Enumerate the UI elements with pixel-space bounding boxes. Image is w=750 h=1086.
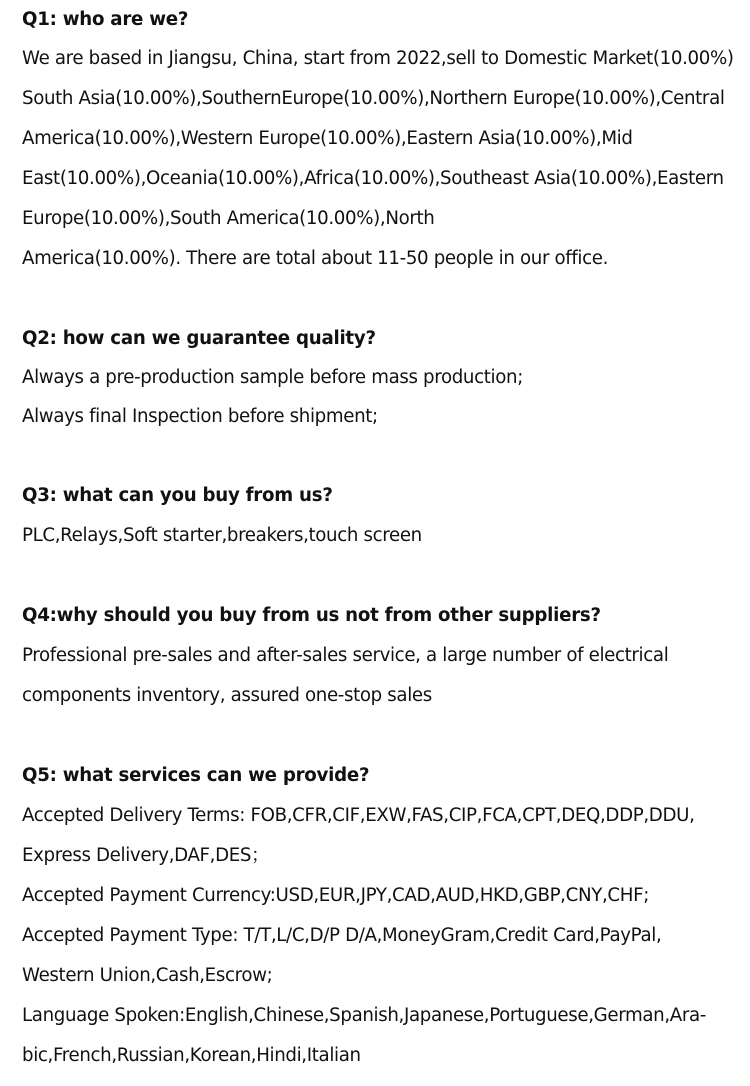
faq-answer-line: PLC,Relays,Soft starter,breakers,touch screen bbox=[22, 525, 422, 546]
faq-answer-line: Accepted Delivery Terms: FOB,CFR,CIF,EXW,FAS,CIP,FCA,CPT,DEQ,DDP,DDU, bbox=[22, 805, 695, 826]
faq-answer-line: South Asia(10.00%),SouthernEurope(10.00%),Northern Europe(10.00%),Central bbox=[22, 88, 725, 109]
faq-question-3: Q3: what can you buy from us? bbox=[22, 485, 333, 506]
faq-question-5: Q5: what services can we provide? bbox=[22, 765, 370, 786]
faq-answer-line: Language Spoken:English,Chinese,Spanish,Japanese,Portuguese,German,Ara- bbox=[22, 1005, 707, 1026]
faq-answer-line: Western Union,Cash,Escrow; bbox=[22, 965, 273, 986]
faq-question-4: Q4:why should you buy from us not from other suppliers? bbox=[22, 605, 601, 626]
faq-answer-line: Always a pre-production sample before mass production; bbox=[22, 367, 523, 388]
faq-answer-line: We are based in Jiangsu, China, start from 2022,sell to Domestic Market(10.00%) bbox=[22, 48, 734, 69]
faq-answer-line: Europe(10.00%),South America(10.00%),North bbox=[22, 208, 435, 229]
faq-answer-line: Accepted Payment Currency:USD,EUR,JPY,CAD,AUD,HKD,GBP,CNY,CHF; bbox=[22, 885, 649, 906]
faq-answer-line: bic,French,Russian,Korean,Hindi,Italian bbox=[22, 1045, 361, 1066]
faq-answer-line: America(10.00%),Western Europe(10.00%),Eastern Asia(10.00%),Mid bbox=[22, 128, 633, 149]
faq-answer-line: components inventory, assured one-stop sales bbox=[22, 685, 432, 706]
faq-question-2: Q2: how can we guarantee quality? bbox=[22, 328, 376, 349]
faq-answer-line: Accepted Payment Type: T/T,L/C,D/P D/A,MoneyGram,Credit Card,PayPal, bbox=[22, 925, 662, 946]
faq-answer-line: Always final Inspection before shipment; bbox=[22, 406, 378, 427]
faq-answer-line: Express Delivery,DAF,DES； bbox=[22, 845, 269, 866]
faq-answer-line: Professional pre-sales and after-sales service, a large number of electrical bbox=[22, 645, 669, 666]
faq-answer-line: East(10.00%),Oceania(10.00%),Africa(10.00%),Southeast Asia(10.00%),Eastern bbox=[22, 168, 724, 189]
faq-question-1: Q1: who are we? bbox=[22, 9, 189, 30]
faq-answer-line: America(10.00%). There are total about 11-50 people in our office. bbox=[22, 248, 609, 269]
